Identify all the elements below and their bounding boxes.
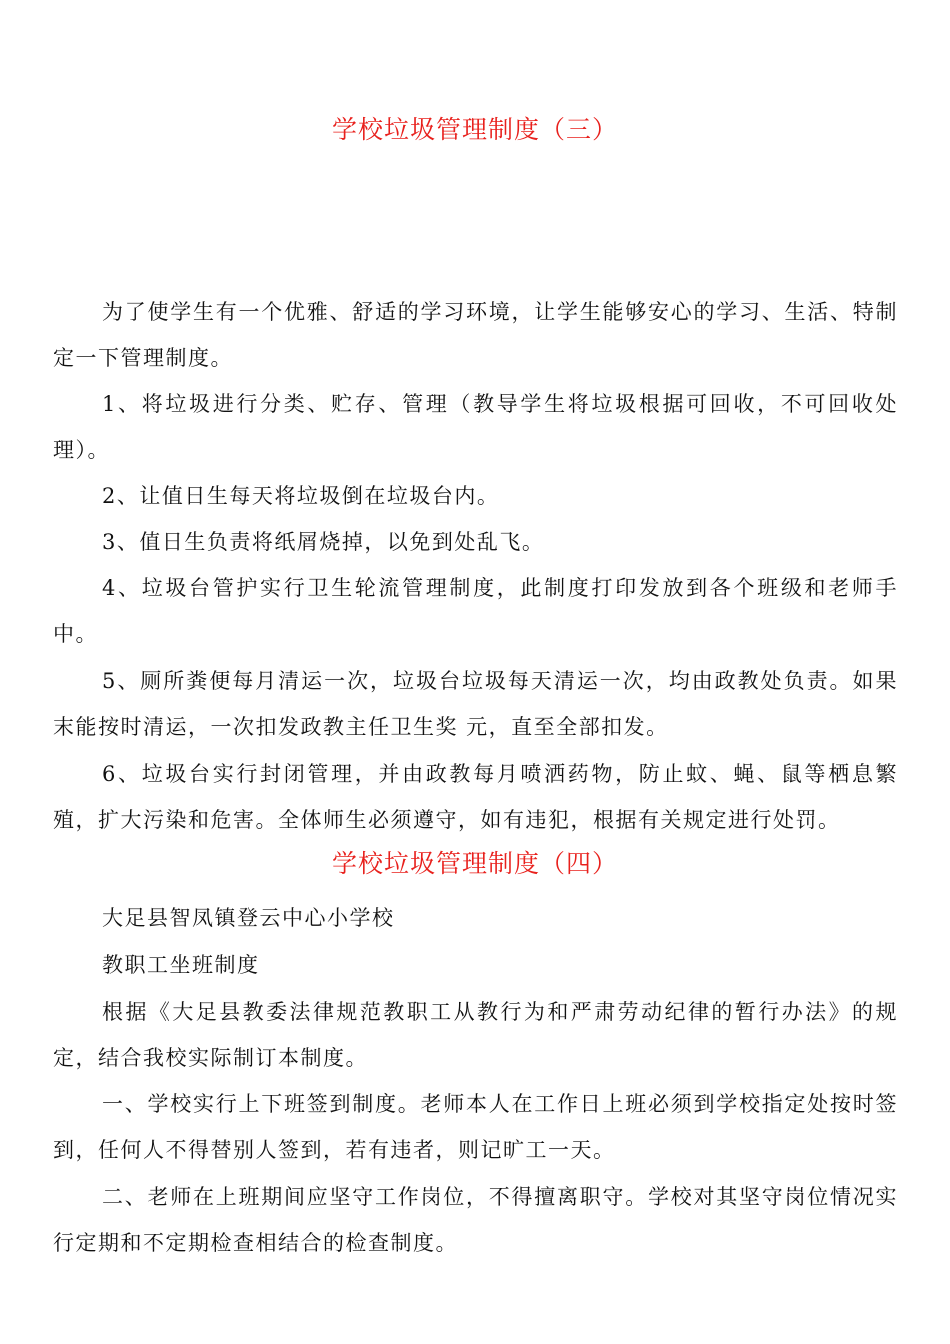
section-4-title: 学校垃圾管理制度（四） (331, 849, 618, 878)
section-3-paragraph-rule-3: 3、值日生负责将纸屑烧掉，以免到处乱飞。 (102, 530, 545, 554)
section-4-school-name: 大足县智凤镇登云中心小学校 (102, 906, 395, 930)
section-4-paragraph-rule-2: 二、老师在上班期间应坚守工作岗位，不得擅离职守。学校对其坚守岗位情况实行定期和不定期检查相结合的检查制度。 (53, 1185, 898, 1255)
section-3-paragraph-rule-1: 1、将垃圾进行分类、贮存、管理（教导学生将垃圾根据可回收，不可回收处理）。 (53, 392, 898, 462)
section-3-paragraph-rule-4: 4、垃圾台管护实行卫生轮流管理制度，此制度打印发放到各个班级和老师手中。 (53, 576, 898, 646)
section-3-paragraph-rule-5: 5、厕所粪便每月清运一次，垃圾台垃圾每天清运一次，均由政教处负责。如果末能按时清运，一次扣发政教主任卫生奖 元，直至全部扣发。 (53, 669, 898, 739)
section-4-paragraph-basis: 根据《大足县教委法律规范教职工从教行为和严肃劳动纪律的暂行办法》的规定，结合我校实际制订本制度。 (53, 1000, 898, 1070)
section-4-subtitle: 教职工坐班制度 (102, 953, 260, 977)
section-3-paragraph-intro: 为了使学生有一个优雅、舒适的学习环境，让学生能够安心的学习、生活、特制定一下管理制度。 (53, 300, 898, 370)
section-3-title: 学校垃圾管理制度（三） (331, 115, 618, 144)
section-3-paragraph-rule-2: 2、让值日生每天将垃圾倒在垃圾台内。 (102, 484, 500, 508)
section-3-paragraph-rule-6: 6、垃圾台实行封闭管理，并由政教每月喷洒药物，防止蚊、蝇、鼠等栖息繁殖，扩大污染和危害。全体师生必须遵守，如有违犯，根据有关规定进行处罚。 (53, 762, 898, 832)
section-4-paragraph-rule-1: 一、学校实行上下班签到制度。老师本人在工作日上班必须到学校指定处按时签到，任何人不得替别人签到，若有违者，则记旷工一天。 (53, 1092, 898, 1162)
